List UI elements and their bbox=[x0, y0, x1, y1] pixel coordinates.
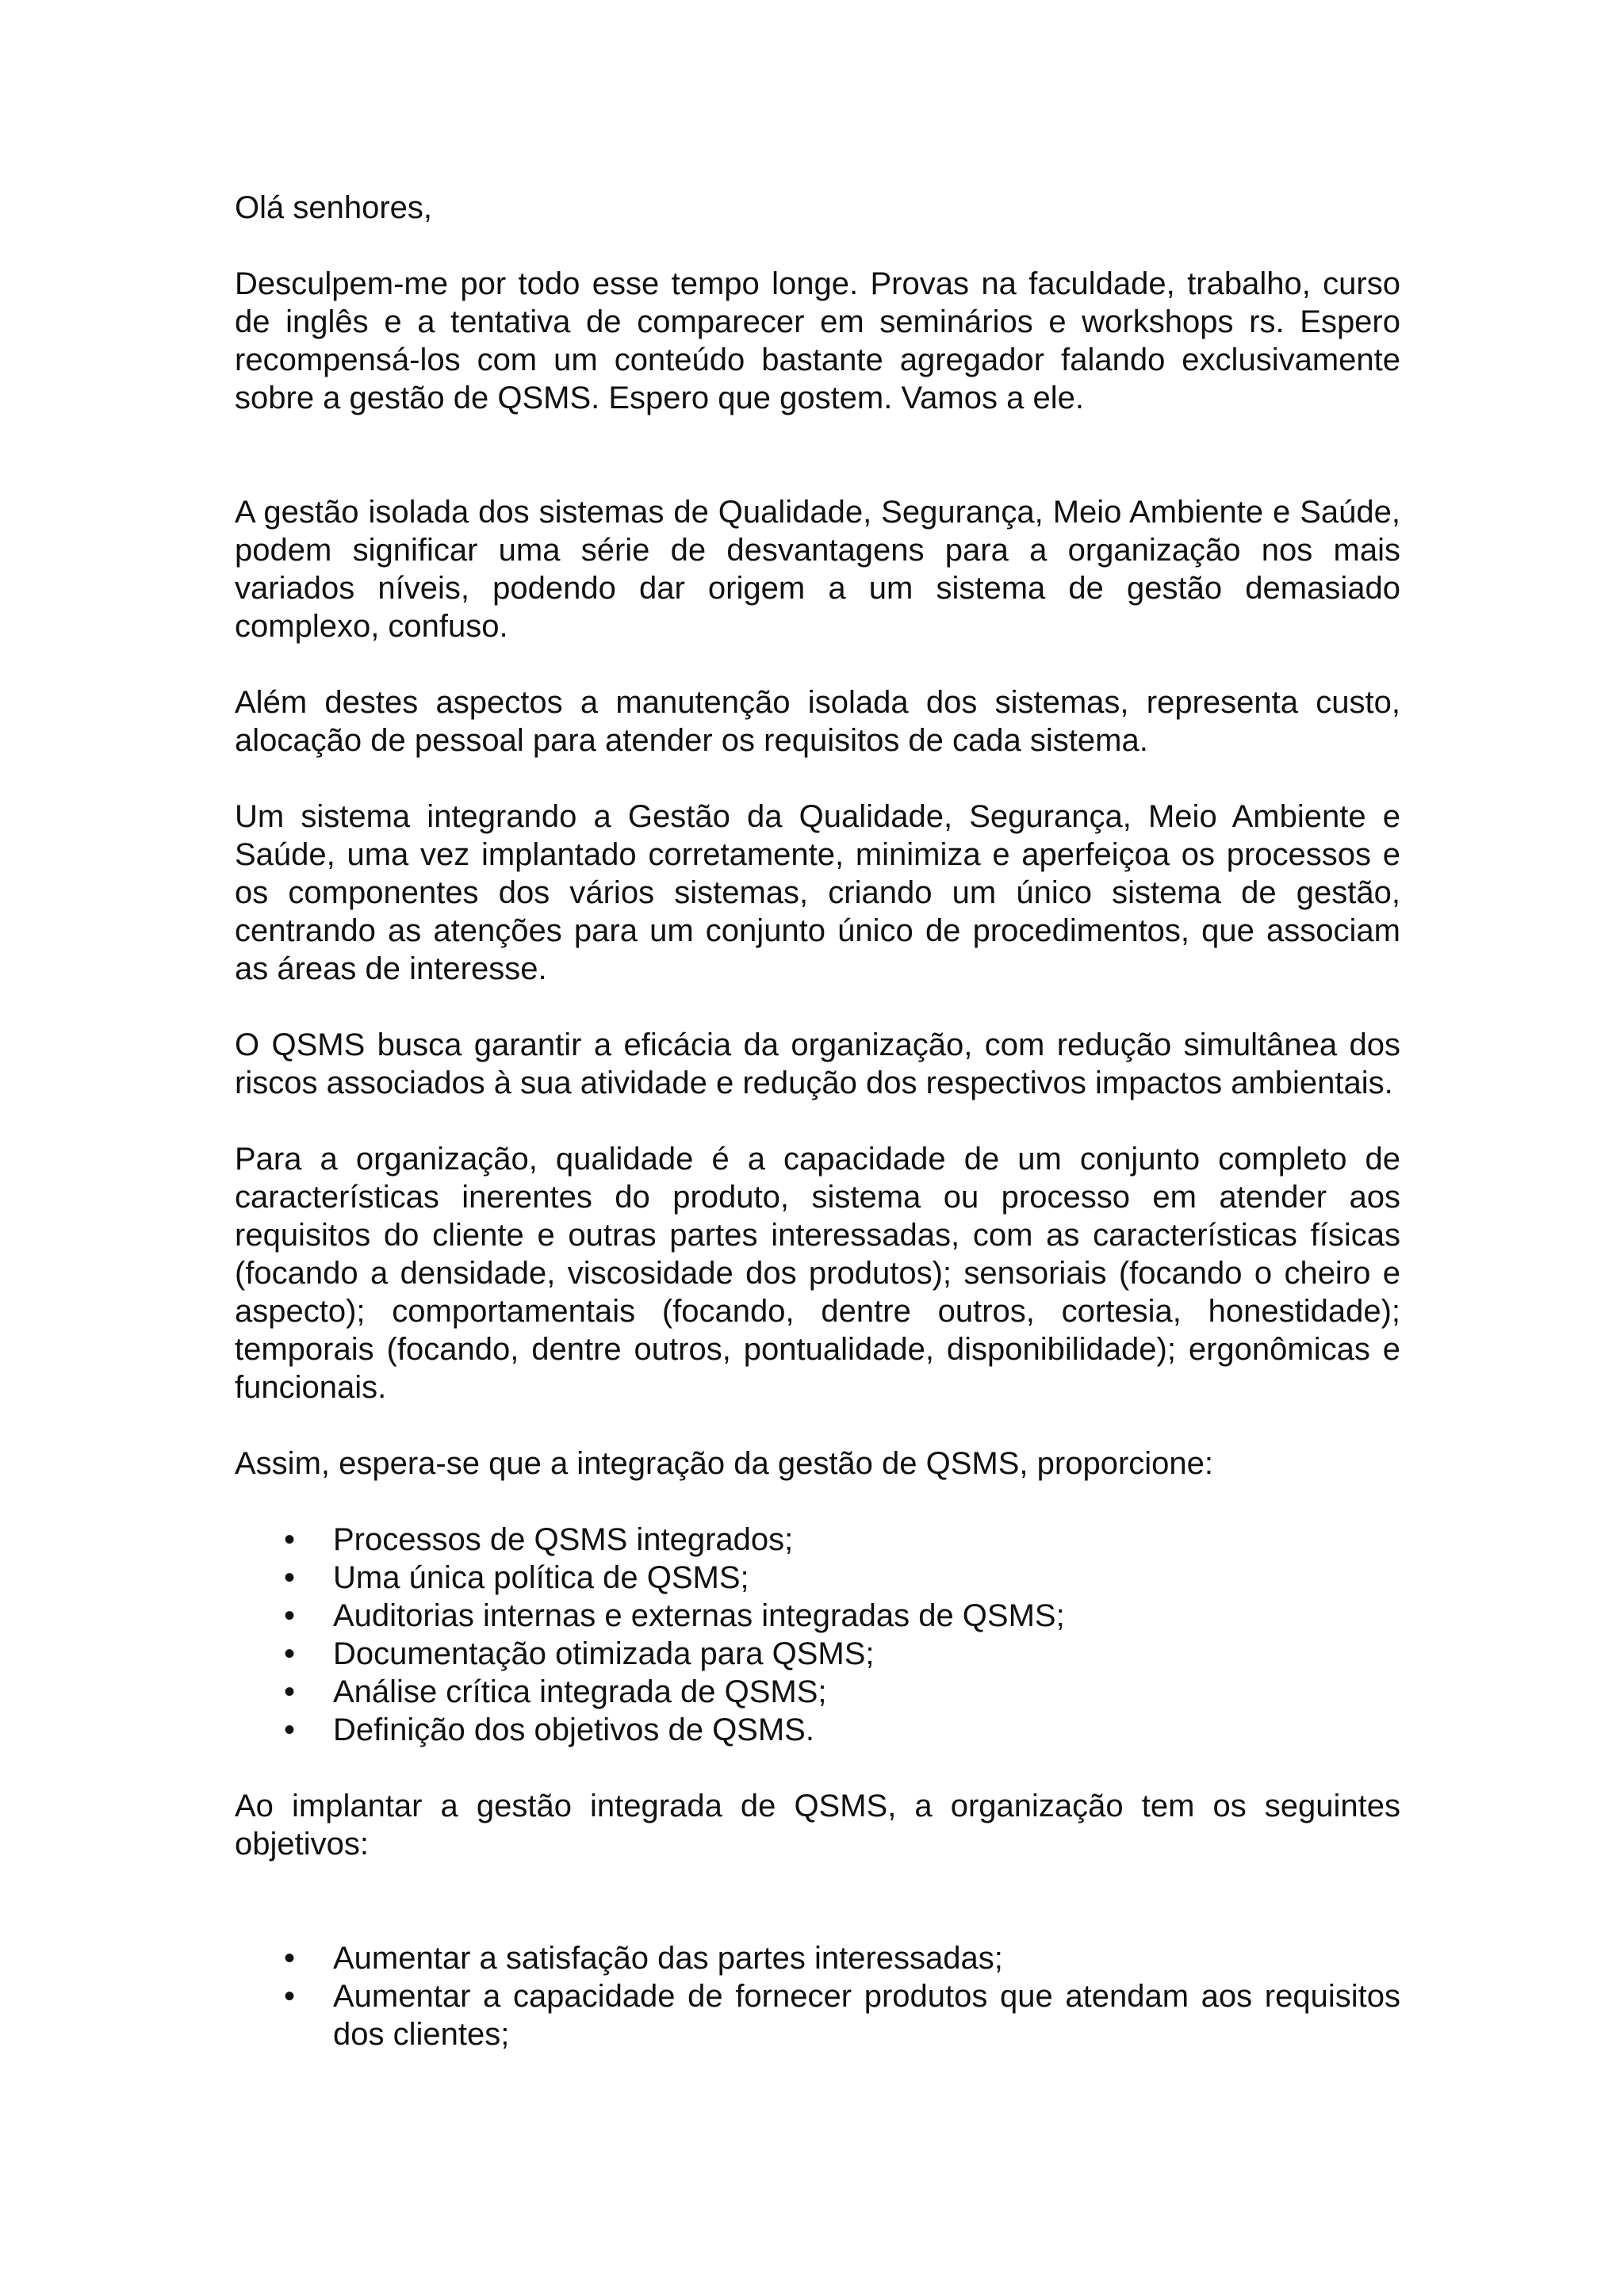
bullet-icon: • bbox=[284, 1598, 296, 1633]
list-item: • Documentação otimizada para QSMS; bbox=[284, 1636, 875, 1671]
paragraph-integrated-system: Um sistema integrando a Gestão da Qualidade, Segurança, Meio Ambiente e Saúde, uma vez implantado corretamente, minimiza e aperfeiçoa os processos e os componentes dos vários sistemas, criando um único sistema de gestão, centrando as atenções para um conjunto único de procedimentos, que associam as áreas de interesse. bbox=[235, 799, 1400, 986]
bullet-icon: • bbox=[284, 1522, 296, 1557]
list-item: • Uma única política de QSMS; bbox=[284, 1560, 749, 1595]
list-item: • Análise crítica integrada de QSMS; bbox=[284, 1674, 827, 1709]
list-item: • Auditorias internas e externas integradas de QSMS; bbox=[284, 1598, 1065, 1633]
document-body bbox=[235, 189, 1400, 2091]
bullet-icon: • bbox=[284, 1712, 296, 1747]
expected-benefits-list bbox=[235, 1521, 1400, 1749]
bullet-icon: • bbox=[284, 1560, 296, 1595]
objectives-intro: Ao implantar a gestão integrada de QSMS, a organização tem os seguintes objetivos: bbox=[235, 1789, 1400, 1862]
bullet-icon: • bbox=[284, 1979, 296, 2014]
list-item: • Aumentar a capacidade de fornecer produtos que atendam aos requisitos dos clientes; bbox=[284, 1979, 1400, 2052]
objectives-list bbox=[235, 1939, 1400, 2053]
paragraph-qsms-goal: O QSMS busca garantir a eficácia da organização, com redução simultânea dos riscos associados à sua atividade e redução dos respectivos impactos ambientais. bbox=[235, 1027, 1400, 1100]
paragraph-expectations-intro: Assim, espera-se que a integração da gestão de QSMS, proporcione: bbox=[235, 1446, 1214, 1481]
list-item: • Processos de QSMS integrados; bbox=[284, 1522, 794, 1557]
bullet-icon: • bbox=[284, 1636, 296, 1671]
bullet-icon: • bbox=[284, 1674, 296, 1709]
paragraph-isolated-management: A gestão isolada dos sistemas de Qualidade, Segurança, Meio Ambiente e Saúde, podem significar uma série de desvantagens para a organização nos mais variados níveis, podendo dar origem a um sistema de gestão demasiado complexo, confuso. bbox=[235, 495, 1400, 644]
paragraph-quality-definition: Para a organização, qualidade é a capacidade de um conjunto completo de características inerentes do produto, sistema ou processo em atender aos requisitos do cliente e outras partes interessadas, com as características físicas (focando a densidade, viscosidade dos produtos); sensoriais (focando o cheiro e aspecto); comportamentais (focando, dentre outros, cortesia, honestidade); temporais (focando, dentre outros, pontualidade, disponibilidade); ergonômicas e funcionais. bbox=[235, 1142, 1400, 1405]
bullet-icon: • bbox=[284, 1941, 296, 1976]
list-item: • Definição dos objetivos de QSMS. bbox=[284, 1712, 814, 1747]
list-item: • Aumentar a satisfação das partes interessadas; bbox=[284, 1941, 1003, 1976]
greeting: Olá senhores, bbox=[235, 190, 433, 225]
paragraph-maintenance-cost: Além destes aspectos a manutenção isolada dos sistemas, representa custo, alocação de pessoal para atender os requisitos de cada sistema. bbox=[235, 685, 1400, 758]
intro-paragraph: Desculpem-me por todo esse tempo longe. Provas na faculdade, trabalho, curso de inglês e a tentativa de comparecer em seminários e workshops rs. Espero recompensá-los com um conteúdo bastante agregador falando exclusivamente sobre a gestão de QSMS. Espero que gostem. Vamos a ele. bbox=[235, 266, 1400, 415]
